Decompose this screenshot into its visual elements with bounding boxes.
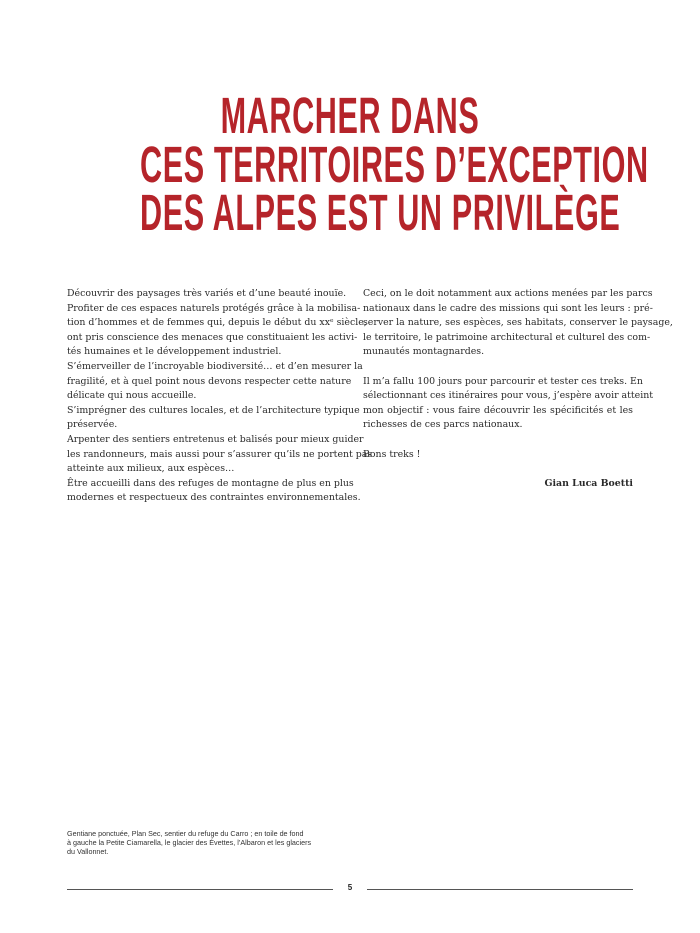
text-line: Être accueilli dans des refuges de montagne de plus en plus <box>67 477 354 489</box>
text-line: Arpenter des sentiers entretenus et balisés pour mieux guider <box>67 433 364 445</box>
text-line: tion d’hommes et de femmes qui, depuis le début du xxᵉ siècle, <box>67 317 367 329</box>
title-line: DES ALPES EST UN PRIVILÈGE <box>139 184 621 241</box>
right-column-text <box>363 287 673 491</box>
text-line: mon objectif : vous faire découvrir les spécificités et les <box>363 404 633 416</box>
text-line: server la nature, ses espèces, ses habitats, conserver le paysage, <box>363 317 673 329</box>
text-line: ont pris conscience des menaces que constituaient les activi- <box>67 331 358 343</box>
text-line: richesses de ces parcs nationaux. <box>363 419 523 431</box>
text-line: atteinte aux milieux, aux espèces… <box>67 463 235 475</box>
text-line: munautés montagnardes. <box>363 346 485 358</box>
text-line: le territoire, le patrimoine architectural et culturel des com- <box>363 331 651 343</box>
page-number: 5 <box>347 883 353 892</box>
title-line: CES TERRITOIRES D’EXCEPTION <box>139 135 649 193</box>
text-line: modernes et respectueux des contraintes environnementales. <box>67 492 361 504</box>
text-line: S’imprégner des cultures locales, et de l’architecture typique <box>67 404 360 416</box>
text-line: délicate qui nous accueille. <box>67 390 197 402</box>
text-line: préservée. <box>67 419 118 431</box>
author-signature: Gian Luca Boetti <box>544 477 633 489</box>
closing-text: Bons treks ! <box>363 448 421 460</box>
title-line: MARCHER DANS <box>220 87 480 144</box>
text-line: S’émerveiller de l’incroyable biodiversité… et d’en mesurer la <box>67 360 363 372</box>
text-line: tés humaines et le développement industriel. <box>67 346 282 358</box>
caption-line: à gauche la Petite Ciamarella, le glacier des Évettes, l’Albaron et les glaciers <box>67 838 312 847</box>
footer-rule-left <box>67 889 333 890</box>
text-line: Profiter de ces espaces naturels protégés grâce à la mobilisa- <box>67 302 361 314</box>
text-line: les randonneurs, mais aussi pour s’assurer qu’ils ne portent pas <box>67 448 373 460</box>
text-line: Il m’a fallu 100 jours pour parcourir et tester ces treks. En <box>363 375 643 387</box>
caption-line: du Vallonnet. <box>67 847 109 856</box>
page-title <box>0 87 700 241</box>
text-line: sélectionnant ces itinéraires pour vous, j’espère avoir atteint <box>363 390 654 402</box>
footer-rule-right <box>367 889 633 890</box>
text-line: Ceci, on le doit notamment aux actions menées par les parcs <box>363 288 653 299</box>
left-column-text <box>67 287 373 506</box>
text-line: nationaux dans le cadre des missions qui sont les leurs : pré- <box>363 302 653 314</box>
text-line: Découvrir des paysages très variés et d’une beauté inouïe. <box>67 288 347 299</box>
text-line: fragilité, et à quel point nous devons respecter cette nature <box>67 375 352 387</box>
caption-line: Gentiane ponctuée, Plan Sec, sentier du refuge du Carro ; en toile de fond <box>67 829 304 838</box>
photo-caption <box>67 829 311 856</box>
